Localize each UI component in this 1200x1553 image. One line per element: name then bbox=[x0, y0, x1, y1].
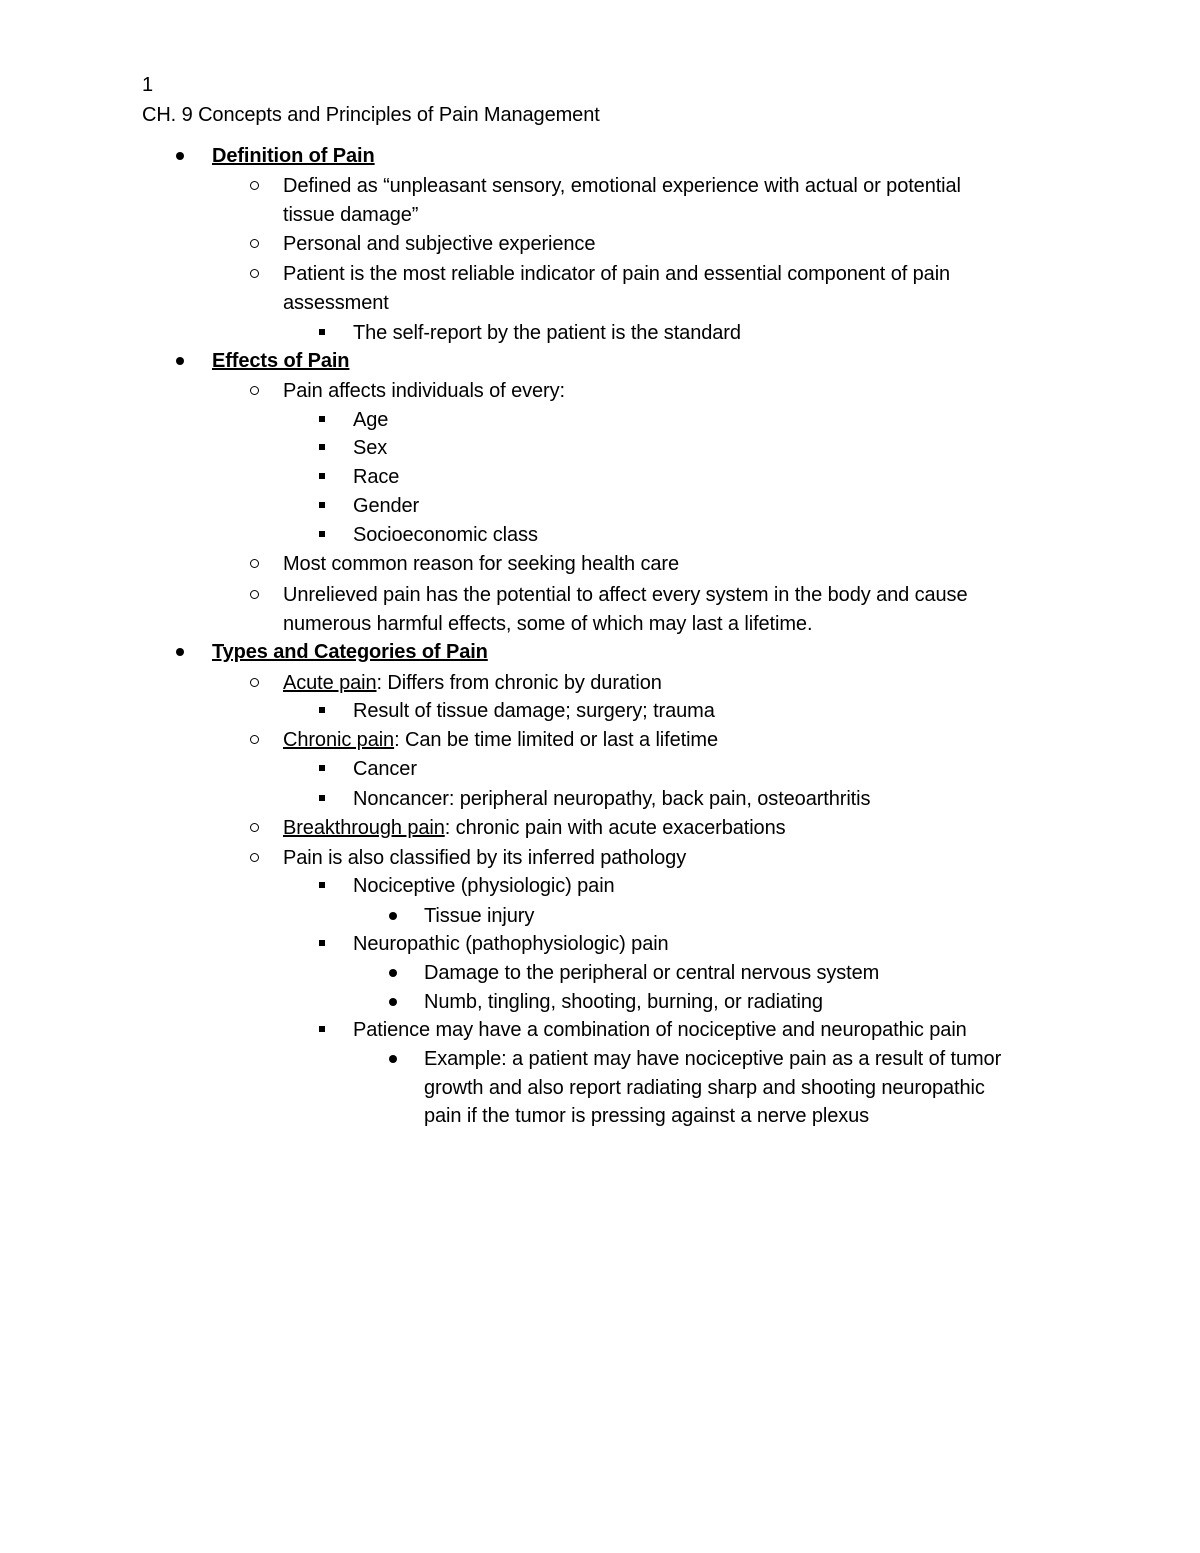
list-item: Race bbox=[353, 466, 400, 488]
list-item: Result of tissue damage; surgery; trauma bbox=[353, 700, 715, 722]
bullet-circle-icon bbox=[250, 181, 259, 190]
term-definition: : Can be time limited or last a lifetime bbox=[394, 729, 718, 751]
bullet-disc-icon bbox=[176, 648, 184, 656]
bullet-square-icon bbox=[319, 416, 325, 422]
bullet-disc-icon bbox=[389, 912, 397, 920]
list-item: Numb, tingling, shooting, burning, or radiating bbox=[424, 991, 823, 1013]
list-item: Personal and subjective experience bbox=[283, 233, 596, 255]
term-chronic-pain: Chronic pain bbox=[283, 729, 395, 751]
section-heading-types: Types and Categories of Pain bbox=[212, 641, 488, 663]
list-item-continuation: tissue damage” bbox=[283, 204, 419, 226]
bullet-square-icon bbox=[319, 795, 325, 801]
bullet-disc-icon bbox=[389, 998, 397, 1006]
list-item: Pain is also classified by its inferred pathology bbox=[283, 847, 687, 869]
bullet-circle-icon bbox=[250, 735, 259, 744]
bullet-circle-icon bbox=[250, 853, 259, 862]
list-item: Socioeconomic class bbox=[353, 524, 538, 546]
section-heading-definition: Definition of Pain bbox=[212, 145, 375, 167]
term-acute-pain: Acute pain bbox=[283, 672, 377, 694]
term-breakthrough-pain: Breakthrough pain bbox=[283, 817, 445, 839]
list-item: Tissue injury bbox=[424, 905, 535, 927]
bullet-circle-icon bbox=[250, 559, 259, 568]
list-item: Example: a patient may have nociceptive pain as a result of tumor bbox=[424, 1048, 1002, 1070]
page-number: 1 bbox=[142, 74, 154, 96]
bullet-square-icon bbox=[319, 531, 325, 537]
bullet-circle-icon bbox=[250, 678, 259, 687]
bullet-square-icon bbox=[319, 473, 325, 479]
bullet-disc-icon bbox=[176, 357, 184, 365]
bullet-circle-icon bbox=[250, 239, 259, 248]
bullet-square-icon bbox=[319, 502, 325, 508]
bullet-disc-icon bbox=[389, 1055, 397, 1063]
list-item bbox=[283, 726, 718, 754]
bullet-square-icon bbox=[319, 940, 325, 946]
term-definition: : Differs from chronic by duration bbox=[376, 672, 662, 694]
list-item: Neuropathic (pathophysiologic) pain bbox=[353, 933, 669, 955]
bullet-circle-icon bbox=[250, 590, 259, 599]
bullet-disc-icon bbox=[176, 152, 184, 160]
list-item-continuation: pain if the tumor is pressing against a nerve plexus bbox=[424, 1105, 870, 1127]
list-item: Sex bbox=[353, 437, 388, 459]
list-item-continuation: assessment bbox=[283, 292, 389, 314]
list-item: Patient is the most reliable indicator of pain and essential component of pain bbox=[283, 263, 951, 285]
list-item bbox=[283, 669, 662, 697]
list-item: Pain affects individuals of every: bbox=[283, 380, 565, 402]
list-item: Noncancer: peripheral neuropathy, back pain, osteoarthritis bbox=[353, 788, 871, 810]
list-item: The self-report by the patient is the standard bbox=[353, 322, 741, 344]
bullet-circle-icon bbox=[250, 269, 259, 278]
list-item-continuation: numerous harmful effects, some of which may last a lifetime. bbox=[283, 613, 813, 635]
bullet-square-icon bbox=[319, 444, 325, 450]
list-item: Nociceptive (physiologic) pain bbox=[353, 875, 615, 897]
list-item bbox=[283, 814, 786, 842]
list-item: Most common reason for seeking health care bbox=[283, 553, 679, 575]
bullet-circle-icon bbox=[250, 823, 259, 832]
bullet-square-icon bbox=[319, 707, 325, 713]
list-item: Cancer bbox=[353, 758, 417, 780]
list-item-continuation: growth and also report radiating sharp and shooting neuropathic bbox=[424, 1077, 985, 1099]
list-item: Damage to the peripheral or central nervous system bbox=[424, 962, 880, 984]
bullet-square-icon bbox=[319, 1026, 325, 1032]
list-item: Gender bbox=[353, 495, 420, 517]
bullet-square-icon bbox=[319, 765, 325, 771]
bullet-disc-icon bbox=[389, 969, 397, 977]
list-item: Unrelieved pain has the potential to affect every system in the body and cause bbox=[283, 584, 968, 606]
bullet-square-icon bbox=[319, 329, 325, 335]
page-title: CH. 9 Concepts and Principles of Pain Management bbox=[142, 104, 600, 126]
list-item: Defined as “unpleasant sensory, emotional experience with actual or potential bbox=[283, 175, 961, 197]
bullet-square-icon bbox=[319, 882, 325, 888]
list-item: Patience may have a combination of nociceptive and neuropathic pain bbox=[353, 1019, 967, 1041]
section-heading-effects: Effects of Pain bbox=[212, 350, 350, 372]
list-item: Age bbox=[353, 409, 389, 431]
term-definition: : chronic pain with acute exacerbations bbox=[444, 817, 786, 839]
bullet-circle-icon bbox=[250, 386, 259, 395]
